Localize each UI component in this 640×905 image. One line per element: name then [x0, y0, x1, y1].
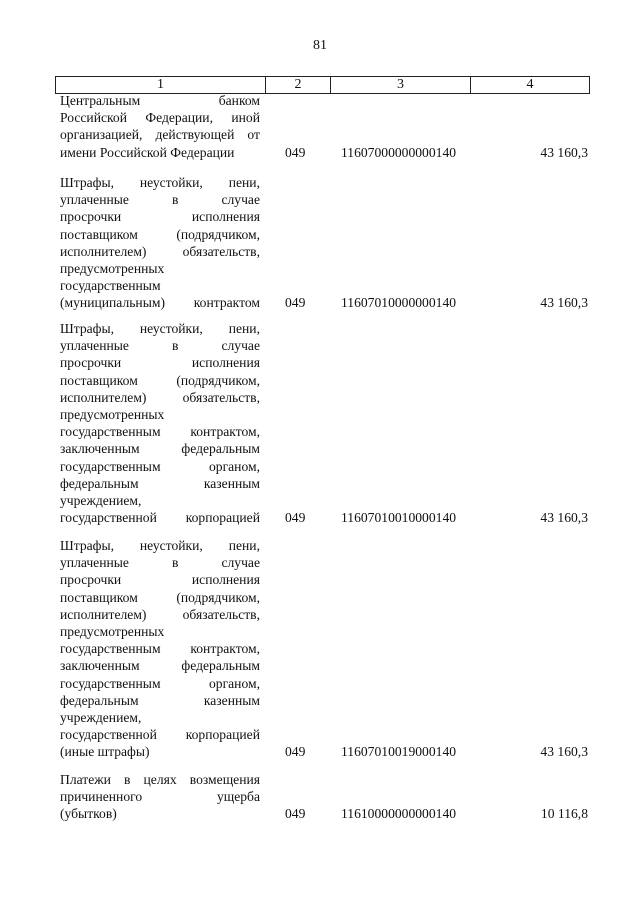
description-line: учреждением,: [60, 493, 142, 509]
admin-code: 049: [285, 510, 306, 526]
description-line: Штрафы, неустойки, пени,: [60, 321, 260, 336]
description-line: поставщиком (подрядчиком,: [60, 226, 260, 242]
description-line: имени Российской Федерации: [60, 144, 235, 160]
amount: 10 116,8: [540, 806, 588, 822]
description-line: (иные штрафы): [60, 744, 150, 760]
table-row: [60, 537, 590, 761]
budget-classification-code: 11610000000000140: [341, 806, 457, 822]
budget-classification-code: 11607010000000140: [341, 295, 457, 311]
admin-code: 049: [285, 744, 306, 760]
row-description: [60, 92, 260, 161]
header-col-2: 2: [266, 77, 331, 93]
header-col-4: 4: [526, 77, 534, 92]
admin-code: 049: [285, 295, 306, 311]
page-number: 81: [313, 38, 327, 53]
description-line: заключенным федеральным: [60, 658, 260, 674]
description-line: Штрафы, неустойки, пени,: [60, 538, 260, 553]
description-line: государственной корпорацией: [60, 510, 260, 526]
table-row: [60, 174, 590, 312]
row-description: [60, 537, 260, 761]
description-line: Платежи в целях возмещения: [60, 772, 260, 787]
row-description: [60, 320, 260, 526]
amount: 43 160,3: [540, 510, 588, 526]
description-line: уплаченные в случае: [60, 338, 260, 354]
amount: 43 160,3: [540, 744, 588, 760]
description-line: Штрафы, неустойки, пени,: [60, 175, 260, 190]
amount: 43 160,3: [540, 295, 588, 311]
description-line: причиненного ущерба: [60, 789, 260, 805]
budget-classification-code: 11607010019000140: [341, 744, 457, 760]
description-line: (муниципальным) контрактом: [60, 295, 260, 311]
header-col-1: 1: [56, 77, 266, 93]
description-line: предусмотренных: [60, 261, 165, 277]
header-col-3: 3: [331, 77, 471, 93]
admin-code: 049: [285, 806, 306, 822]
description-line: государственным органом,: [60, 675, 260, 691]
description-line: заключенным федеральным: [60, 441, 260, 457]
description-line: федеральным казенным: [60, 475, 260, 491]
description-line: поставщиком (подрядчиком,: [60, 589, 260, 605]
row-description: [60, 771, 260, 823]
description-line: просрочки исполнения: [60, 572, 260, 588]
amount: 43 160,3: [540, 144, 588, 160]
description-line: исполнителем) обязательств,: [60, 606, 260, 622]
description-line: предусмотренных: [60, 407, 165, 423]
budget-classification-code: 11607000000000140: [341, 144, 457, 160]
description-line: Российской Федерации, иной: [60, 110, 260, 126]
description-line: уплаченные в случае: [60, 555, 260, 571]
admin-code: 049: [285, 144, 306, 160]
description-line: уплаченные в случае: [60, 192, 260, 208]
description-line: исполнителем) обязательств,: [60, 389, 260, 405]
description-line: государственным контрактом,: [60, 424, 260, 440]
budget-classification-code: 11607010010000140: [341, 510, 457, 526]
description-line: исполнителем) обязательств,: [60, 243, 260, 259]
row-description: [60, 174, 260, 312]
description-line: государственным: [60, 278, 161, 294]
description-line: учреждением,: [60, 710, 142, 726]
table-row: [60, 771, 590, 823]
description-line: просрочки исполнения: [60, 209, 260, 225]
description-line: просрочки исполнения: [60, 355, 260, 371]
description-line: государственной корпорацией: [60, 727, 260, 743]
description-line: федеральным казенным: [60, 692, 260, 708]
description-line: предусмотренных: [60, 624, 165, 640]
description-line: государственным органом,: [60, 458, 260, 474]
table-row: [60, 320, 590, 526]
description-line: (убытков): [60, 806, 117, 822]
description-line: Центральным банком: [60, 93, 260, 108]
table-row: [60, 92, 590, 161]
description-line: организацией, действующей от: [60, 127, 260, 143]
description-line: поставщиком (подрядчиком,: [60, 372, 260, 388]
description-line: государственным контрактом,: [60, 641, 260, 657]
